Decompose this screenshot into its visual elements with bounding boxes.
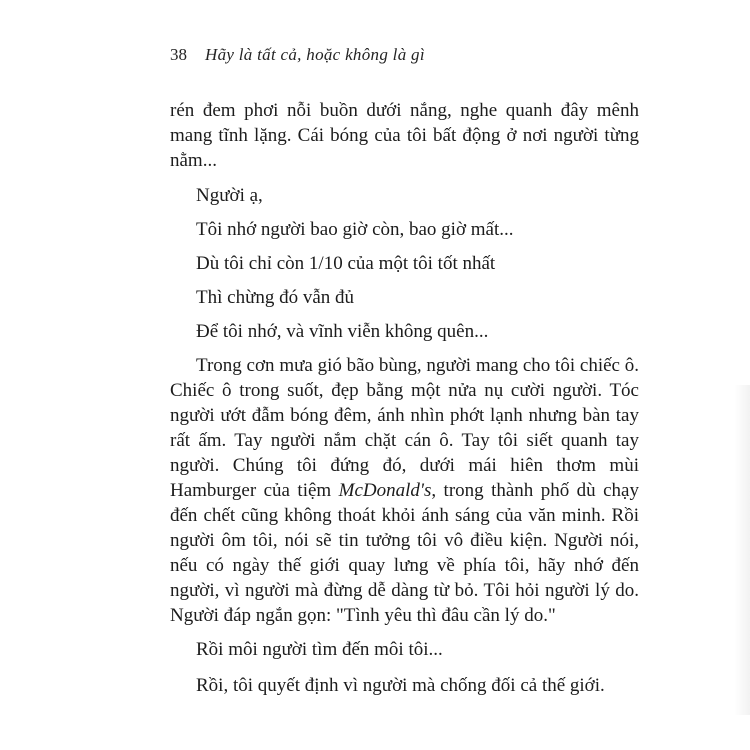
brand-name-italic: McDonald's [338,480,432,501]
page-number: 38 [170,45,187,64]
paragraph-story-text-1: Trong cơn mưa gió bão bùng, người mang cho tôi chiếc ô. Chiếc ô trong suốt, đẹp bằng một nửa nụ cười người. Tóc người ướt đẫm bóng đêm, ánh nhìn phớt lạnh nhưng bàn tay rất ấm. Tay người nắm chặt cán ô. Tay tôi siết quanh tay người. Chúng tôi đứng đó, dưới mái hiên thơm mùi Hamburger của tiệm [170,355,639,501]
running-head-title: Hãy là tất cả, hoặc không là gì [205,45,425,64]
paragraph-kiss: Rồi môi người tìm đến môi tôi... [196,639,443,660]
text-column [170,44,639,698]
page-edge-shadow [734,385,750,715]
verse-line-2: Tôi nhớ người bao giờ còn, bao giờ mất... [196,219,514,240]
paragraph-story-text-2: , trong thành phố dù chạy đến chết cũng không thoát khỏi ánh sáng của văn minh. Rồi người ôm tôi, nói sẽ tin tưởng tôi vô điều kiện. Người nói, nếu có ngày thế giới quay lưng về phía tôi, hãy nhớ đến người, vì người mà đừng dễ dàng từ bỏ. Tôi hỏi người lý do. Người đáp ngắn gọn: "Tình yêu thì đâu cần lý do." [170,480,639,626]
running-head [170,44,639,66]
verse-line-4: Thì chừng đó vẫn đủ [196,287,355,308]
poem-block [170,183,639,344]
verse-line-3: Dù tôi chỉ còn 1/10 của một tôi tốt nhất [196,253,496,274]
paragraph-continuation: rén đem phơi nỗi buồn dưới nắng, nghe quanh đây mênh mang tĩnh lặng. Cái bóng của tôi bất động ở nơi người từng nằm... [170,100,639,171]
paragraph-final: Rồi, tôi quyết định vì người mà chống đối cả thế giới. [196,675,605,696]
paragraph-story [170,353,639,628]
verse-line-5: Để tôi nhớ, và vĩnh viễn không quên... [196,321,489,342]
verse-line-1: Người ạ, [196,185,263,206]
